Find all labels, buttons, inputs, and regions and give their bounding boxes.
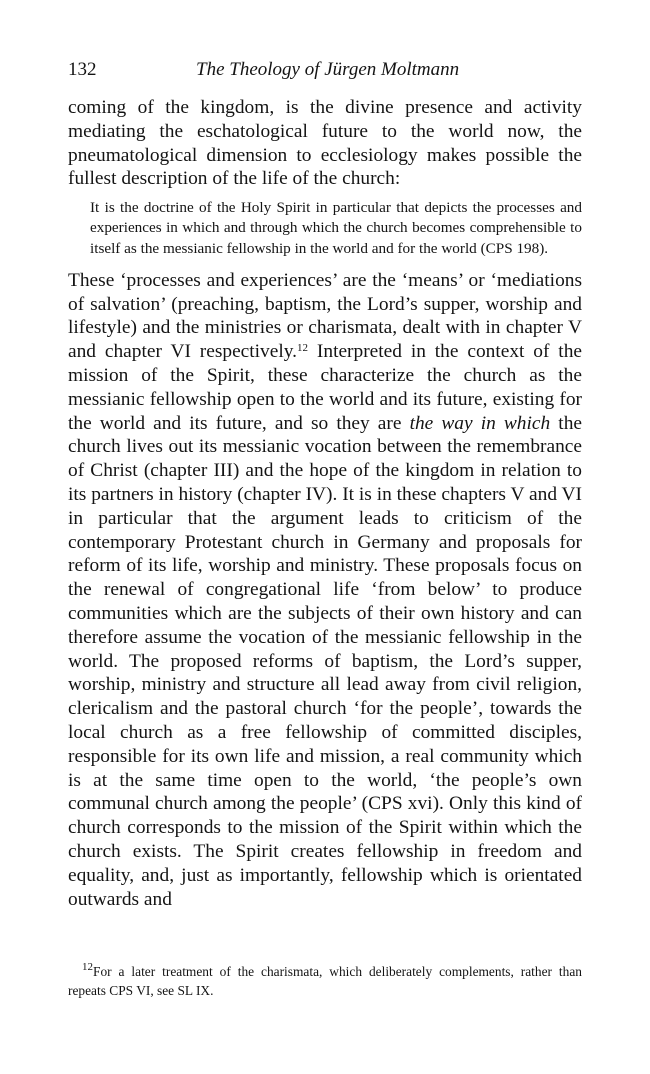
- footnote: [68, 962, 582, 1000]
- footnote-text: For a later treatment of the charismata, which deliberately complements, rather than repeats CPS VI, see SL IX.: [68, 964, 582, 998]
- paragraph-2-part-a: These ‘processes and experiences’ are the ‘means’ or ‘mediations of salvation’ (preaching, baptism, the Lord’s supper, worship and lifestyle) and the ministries or charismata, dealt with in chapter V and chapter VI respectively.: [68, 269, 582, 363]
- body-text: [68, 96, 582, 911]
- block-quote: It is the doctrine of the Holy Spirit in particular that depicts the processes and experiences in which and through which the church becomes comprehensible to itself as the messianic fellowship in the world and for the world (CPS 198).: [90, 199, 582, 257]
- running-title: The Theology of Jürgen Moltmann: [196, 59, 460, 80]
- paragraph-2: [68, 269, 582, 912]
- footnote-reference[interactable]: 12: [297, 342, 309, 355]
- paragraph-1: coming of the kingdom, is the divine presence and activity mediating the eschatological future to the world now, the pneumatological dimension to ecclesiology makes possible the fullest description of the life of the church:: [68, 97, 582, 190]
- paragraph-2-emphasis: the way in which: [409, 412, 551, 434]
- paragraph-2-part-b: Interpreted in the context of the mission of the Spirit, these characterize the church as the messianic fellowship open to the world and its future, existing for the world and its future, and so they are: [68, 341, 582, 434]
- footnote-number: 12: [82, 961, 93, 973]
- page-number: 132: [68, 59, 97, 80]
- paragraph-2-part-c: the church lives out its messianic vocation between the remembrance of Christ (chapter III) and the hope of the kingdom in relation to its partners in history (chapter IV). It is in these chapters V and VI in particular that the argument leads to criticism of the contemporary Protestant church in Germany and proposals for reform of its life, worship and ministry. These proposals focus on the renewal of congregational life ‘from below’ to produce communities which are the subjects of their own history and can therefore assume the vocation of the messianic fellowship in the world. The proposed reforms of baptism, the Lord’s supper, worship, ministry and structure all lead away from civil religion, clericalism and the pastoral church ‘for the people’, towards the local church as a free fellowship of committed disciples, responsible for its own life and mission, a real community which is at the same time open to the world, ‘the people’s own communal church among the people’ (CPS xvi). Only this kind of church corresponds to the mission of the Spirit within which the church exists. The Spirit creates fellowship in freedom and equality, and, just as importantly, fellowship which is orientated outwards and: [68, 412, 582, 910]
